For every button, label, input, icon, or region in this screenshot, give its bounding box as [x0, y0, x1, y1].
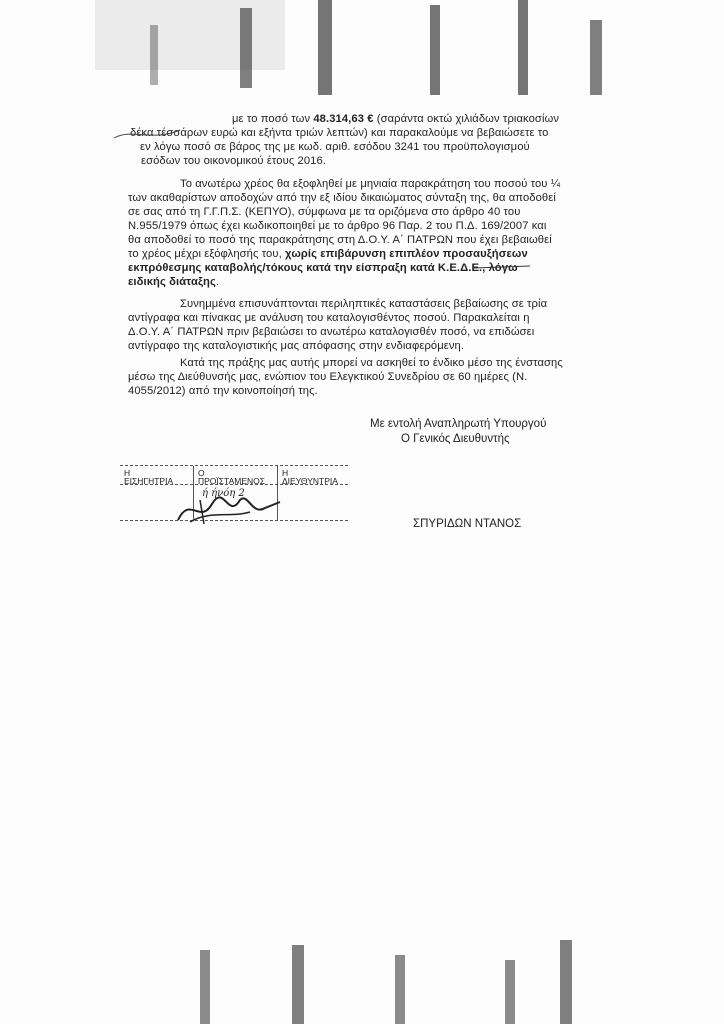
body-line: εσόδων του οικονομικού έτους 2016.: [141, 155, 327, 167]
col2-label: ΠΡΟΪΣΤΑΜΕΝΟΣ: [198, 476, 266, 486]
col1-article: Η: [124, 468, 131, 478]
scan-artifact-bar: [150, 25, 158, 85]
text-run: .: [215, 276, 220, 288]
bold-text: ειδικής διάταξης: [128, 276, 216, 288]
body-line: [128, 247, 528, 261]
scan-artifact-bar: [560, 940, 572, 1024]
body-line: 4055/2012) από την κοινοποίησή της.: [128, 385, 318, 397]
pen-mark: [472, 260, 532, 274]
body-line: [128, 275, 219, 289]
body-line: Συνημμένα επισυνάπτονται περιληπτικές καταστάσεις βεβαίωσης σε τρία: [180, 298, 548, 310]
bold-text: χωρίς επιβάρυνση επιπλέον προσαυξήσεων: [285, 248, 528, 260]
body-line: Το ανωτέρω χρέος θα εξοφληθεί με μηνιαία παρακράτηση του ποσού του ¼: [180, 178, 561, 190]
body-line: εκπρόθεσμης καταβολής/τόκους κατά την είσπραξη κατά Κ.Ε.Δ.Ε., λόγω: [128, 262, 518, 274]
amount-text: 48.314,63 €: [313, 113, 374, 125]
signature-scribble: [170, 490, 290, 530]
col3-label: ΔΙΕΥΘΥΝΤΡΙΑ: [282, 476, 338, 486]
pen-mark: [112, 124, 182, 144]
body-line: θα αποδοθεί το ποσό της παρακράτησης στη Δ.Ο.Υ. Α΄ ΠΑΤΡΩΝ που έχει βεβαιωθεί: [128, 234, 552, 246]
scan-artifact-top: [95, 0, 285, 70]
scan-artifact-bar: [395, 955, 405, 1024]
col2-article: Ο: [198, 468, 205, 478]
col1-label: ΕΙΣΗΓΗΤΡΙΑ: [124, 476, 174, 486]
body-line: μέσω της Διεύθυνσής μας, ενώπιον του Ελεγκτικού Συνεδρίου σε 60 ημέρες (Ν.: [128, 371, 528, 383]
text-run: (σαράντα οκτώ χιλιάδων τριακοσίων: [373, 113, 560, 125]
body-line: σε σας από τη Γ.Γ.Π.Σ. (ΚΕΠΥΟ), σύμφωνα με τα οριζόμενα στο άρθρο 40 του: [128, 206, 521, 218]
signatory-name: ΣΠΥΡΙΔΩΝ ΝΤΑΝΟΣ: [413, 518, 522, 530]
signature-authority: Με εντολή Αναπληρωτή Υπουργού: [370, 418, 547, 430]
text-run: με το ποσό των: [232, 113, 314, 125]
scan-artifact-bar: [505, 960, 515, 1024]
scan-artifact-bar: [200, 950, 210, 1024]
handwritten-initials: ή ήνόη 2: [202, 488, 245, 499]
scan-artifact-bar: [590, 20, 602, 95]
body-line: δέκα τέσσάρων ευρώ και εξήντα τριών λεπτών) και παρακαλούμε να βεβαιώσετε το: [130, 127, 549, 139]
body-line: Κατά της πράξης μας αυτής μπορεί να ασκηθεί το ένδικο μέσο της ένστασης: [180, 357, 563, 369]
body-line: Ν.955/1979 όπως έχει κωδικοποιηθεί με το άρθρο 96 Παρ. 2 του Π.Δ. 169/2007 και: [128, 220, 547, 232]
body-line: [232, 112, 559, 126]
scan-artifact-bar: [518, 0, 528, 95]
signature-title: Ο Γενικός Διευθυντής: [401, 433, 510, 445]
scan-artifact-bar: [292, 945, 304, 1024]
body-line: Δ.Ο.Υ. Α΄ ΠΑΤΡΩΝ πριν βεβαιώσει το ανωτέρω καταλογισθέν ποσό, να επιδώσει: [128, 326, 535, 338]
col3-article: Η: [282, 468, 289, 478]
body-line: αντίγραφα και πίνακας με ανάλυση του καταλογισθέντος ποσού. Παρακαλείται η: [128, 312, 530, 324]
scan-artifact-bar: [430, 5, 440, 95]
scan-artifact-bar: [318, 0, 332, 95]
body-line: εν λόγω ποσό σε βάρος της με κωδ. αριθ. εσόδου 3241 του προϋπολογισμού: [140, 141, 530, 153]
text-run: το χρέος μέχρι εξόφλησής του,: [128, 248, 286, 260]
scan-artifact-bar: [240, 8, 252, 88]
body-line: των ακαθαρίστων αποδοχών από την εξ ιδίου δικαιώματος σύνταξη της, θα αποδοθεί: [128, 192, 556, 204]
body-line: αντίγραφο της καταλογιστικής μας απόφασης στην ενδιαφερόμενη.: [128, 340, 465, 352]
